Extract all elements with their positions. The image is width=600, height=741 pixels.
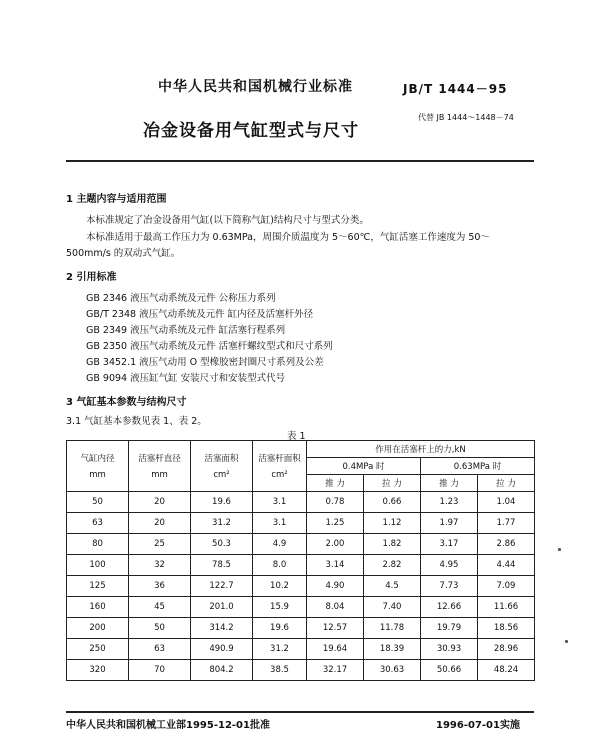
table-caption: 表 1	[287, 431, 306, 442]
document-title: 冶金设备用气缸型式与尺寸	[143, 121, 359, 141]
table-cell: 19.79	[421, 618, 478, 639]
table-cell: 32.17	[307, 660, 364, 681]
table-cell: 160	[67, 597, 129, 618]
header-piston-area: 活塞面积 cm²	[191, 441, 253, 492]
footer-rule	[66, 711, 534, 713]
header-rod-area: 活塞杆面积 cm²	[253, 441, 307, 492]
table-cell: 63	[129, 639, 191, 660]
table-row	[67, 618, 535, 639]
table-cell: 25	[129, 534, 191, 555]
section-3-heading: 3 气缸基本参数与结构尺寸	[66, 397, 187, 408]
table-cell: 1.25	[307, 513, 364, 534]
table-cell: 7.73	[421, 576, 478, 597]
table-row	[67, 513, 535, 534]
org-title: 中华人民共和国机械行业标准	[158, 79, 353, 95]
table-cell: 1.97	[421, 513, 478, 534]
table-cell: 19.64	[307, 639, 364, 660]
standard-number: JB/T 1444－95	[403, 82, 508, 96]
table-cell: 7.40	[364, 597, 421, 618]
table-cell: 30.93	[421, 639, 478, 660]
table-cell: 1.04	[478, 492, 535, 513]
table-cell: 2.86	[478, 534, 535, 555]
table-cell: 11.66	[478, 597, 535, 618]
table-cell: 250	[67, 639, 129, 660]
table-cell: 3.14	[307, 555, 364, 576]
table-cell: 50	[67, 492, 129, 513]
table-cell: 314.2	[191, 618, 253, 639]
table-cell: 12.66	[421, 597, 478, 618]
replaces-note: 代替 JB 1444～1448－74	[418, 113, 514, 122]
table-cell: 1.82	[364, 534, 421, 555]
reference-item: GB 2349 液压气动系统及元件 缸活塞行程系列	[86, 325, 286, 336]
table-cell: 70	[129, 660, 191, 681]
table-cell: 18.56	[478, 618, 535, 639]
approval-date: 中华人民共和国机械工业部1995-12-01批准	[66, 720, 270, 731]
table-cell: 804.2	[191, 660, 253, 681]
table-cell: 201.0	[191, 597, 253, 618]
header-pressure-0-63: 0.63MPa 时	[421, 458, 535, 475]
table-cell: 36	[129, 576, 191, 597]
table-cell: 122.7	[191, 576, 253, 597]
table-cell: 10.2	[253, 576, 307, 597]
table-cell: 32	[129, 555, 191, 576]
table-cell: 15.9	[253, 597, 307, 618]
table-cell: 19.6	[191, 492, 253, 513]
table-cell: 0.66	[364, 492, 421, 513]
table-cell: 4.95	[421, 555, 478, 576]
reference-item: GB 9094 液压缸气缸 安装尺寸和安装型式代号	[86, 373, 286, 384]
table-cell: 1.12	[364, 513, 421, 534]
table-cell: 4.90	[307, 576, 364, 597]
table-cell: 8.04	[307, 597, 364, 618]
scan-mark	[565, 640, 568, 643]
section-1-paragraph-1: 本标准规定了冶金设备用气缸(以下简称气缸)结构尺寸与型式分类。	[86, 215, 369, 226]
table-cell: 7.09	[478, 576, 535, 597]
table-cell: 1.77	[478, 513, 535, 534]
header-rule	[66, 160, 534, 162]
table-cell: 8.0	[253, 555, 307, 576]
table-cell: 4.5	[364, 576, 421, 597]
table-row	[67, 660, 535, 681]
table-cell: 31.2	[253, 639, 307, 660]
table-row	[67, 492, 535, 513]
table-cell: 38.5	[253, 660, 307, 681]
table-cell: 320	[67, 660, 129, 681]
table-cell: 12.57	[307, 618, 364, 639]
table-cell: 4.9	[253, 534, 307, 555]
header-push: 推 力	[421, 475, 478, 492]
header-push: 推 力	[307, 475, 364, 492]
header-rod-diameter: 活塞杆直径 mm	[129, 441, 191, 492]
table-cell: 490.9	[191, 639, 253, 660]
reference-item: GB/T 2348 液压气动系统及元件 缸内径及活塞杆外径	[86, 309, 314, 320]
table-1	[66, 440, 535, 681]
table-cell: 2.00	[307, 534, 364, 555]
table-cell: 11.78	[364, 618, 421, 639]
section-1-heading: 1 主题内容与适用范围	[66, 194, 167, 205]
table-cell: 78.5	[191, 555, 253, 576]
reference-item: GB 3452.1 液压气动用 O 型橡胶密封圈尺寸系列及公差	[86, 357, 324, 368]
table-cell: 50	[129, 618, 191, 639]
table-cell: 200	[67, 618, 129, 639]
table-cell: 50.3	[191, 534, 253, 555]
table-cell: 45	[129, 597, 191, 618]
table-cell: 2.82	[364, 555, 421, 576]
section-2-heading: 2 引用标准	[66, 272, 117, 283]
table-cell: 50.66	[421, 660, 478, 681]
header-bore: 气缸内径 mm	[67, 441, 129, 492]
table-cell: 80	[67, 534, 129, 555]
table-cell: 3.1	[253, 492, 307, 513]
table-cell: 0.78	[307, 492, 364, 513]
reference-item: GB 2346 液压气动系统及元件 公称压力系列	[86, 293, 276, 304]
scan-mark	[558, 548, 561, 551]
table-cell: 100	[67, 555, 129, 576]
table-cell: 4.44	[478, 555, 535, 576]
table-row	[67, 576, 535, 597]
table-cell: 3.17	[421, 534, 478, 555]
table-cell: 20	[129, 513, 191, 534]
table-cell: 3.1	[253, 513, 307, 534]
table-cell: 28.96	[478, 639, 535, 660]
table-cell: 63	[67, 513, 129, 534]
table-cell: 19.6	[253, 618, 307, 639]
table-cell: 125	[67, 576, 129, 597]
table-row	[67, 597, 535, 618]
header-pull: 拉 力	[478, 475, 535, 492]
section-1-paragraph-2: 本标准适用于最高工作压力为 0.63MPa，周围介质温度为 5～60℃，气缸活塞工作速度为 50～	[86, 232, 490, 243]
table-cell: 30.63	[364, 660, 421, 681]
table-cell: 48.24	[478, 660, 535, 681]
effective-date: 1996-07-01实施	[436, 720, 520, 731]
table-row	[67, 639, 535, 660]
table-row	[67, 555, 535, 576]
section-1-paragraph-2-cont: 500mm/s 的双动式气缸。	[66, 248, 181, 259]
table-cell: 1.23	[421, 492, 478, 513]
table-cell: 31.2	[191, 513, 253, 534]
header-pressure-0-4: 0.4MPa 时	[307, 458, 421, 475]
section-3-1-text: 3.1 气缸基本参数见表 1、表 2。	[66, 416, 207, 427]
table-row	[67, 534, 535, 555]
header-force: 作用在活塞杆上的力,kN	[307, 441, 535, 458]
header-pull: 拉 力	[364, 475, 421, 492]
table-cell: 18.39	[364, 639, 421, 660]
table-cell: 20	[129, 492, 191, 513]
reference-item: GB 2350 液压气动系统及元件 活塞杆螺纹型式和尺寸系列	[86, 341, 333, 352]
